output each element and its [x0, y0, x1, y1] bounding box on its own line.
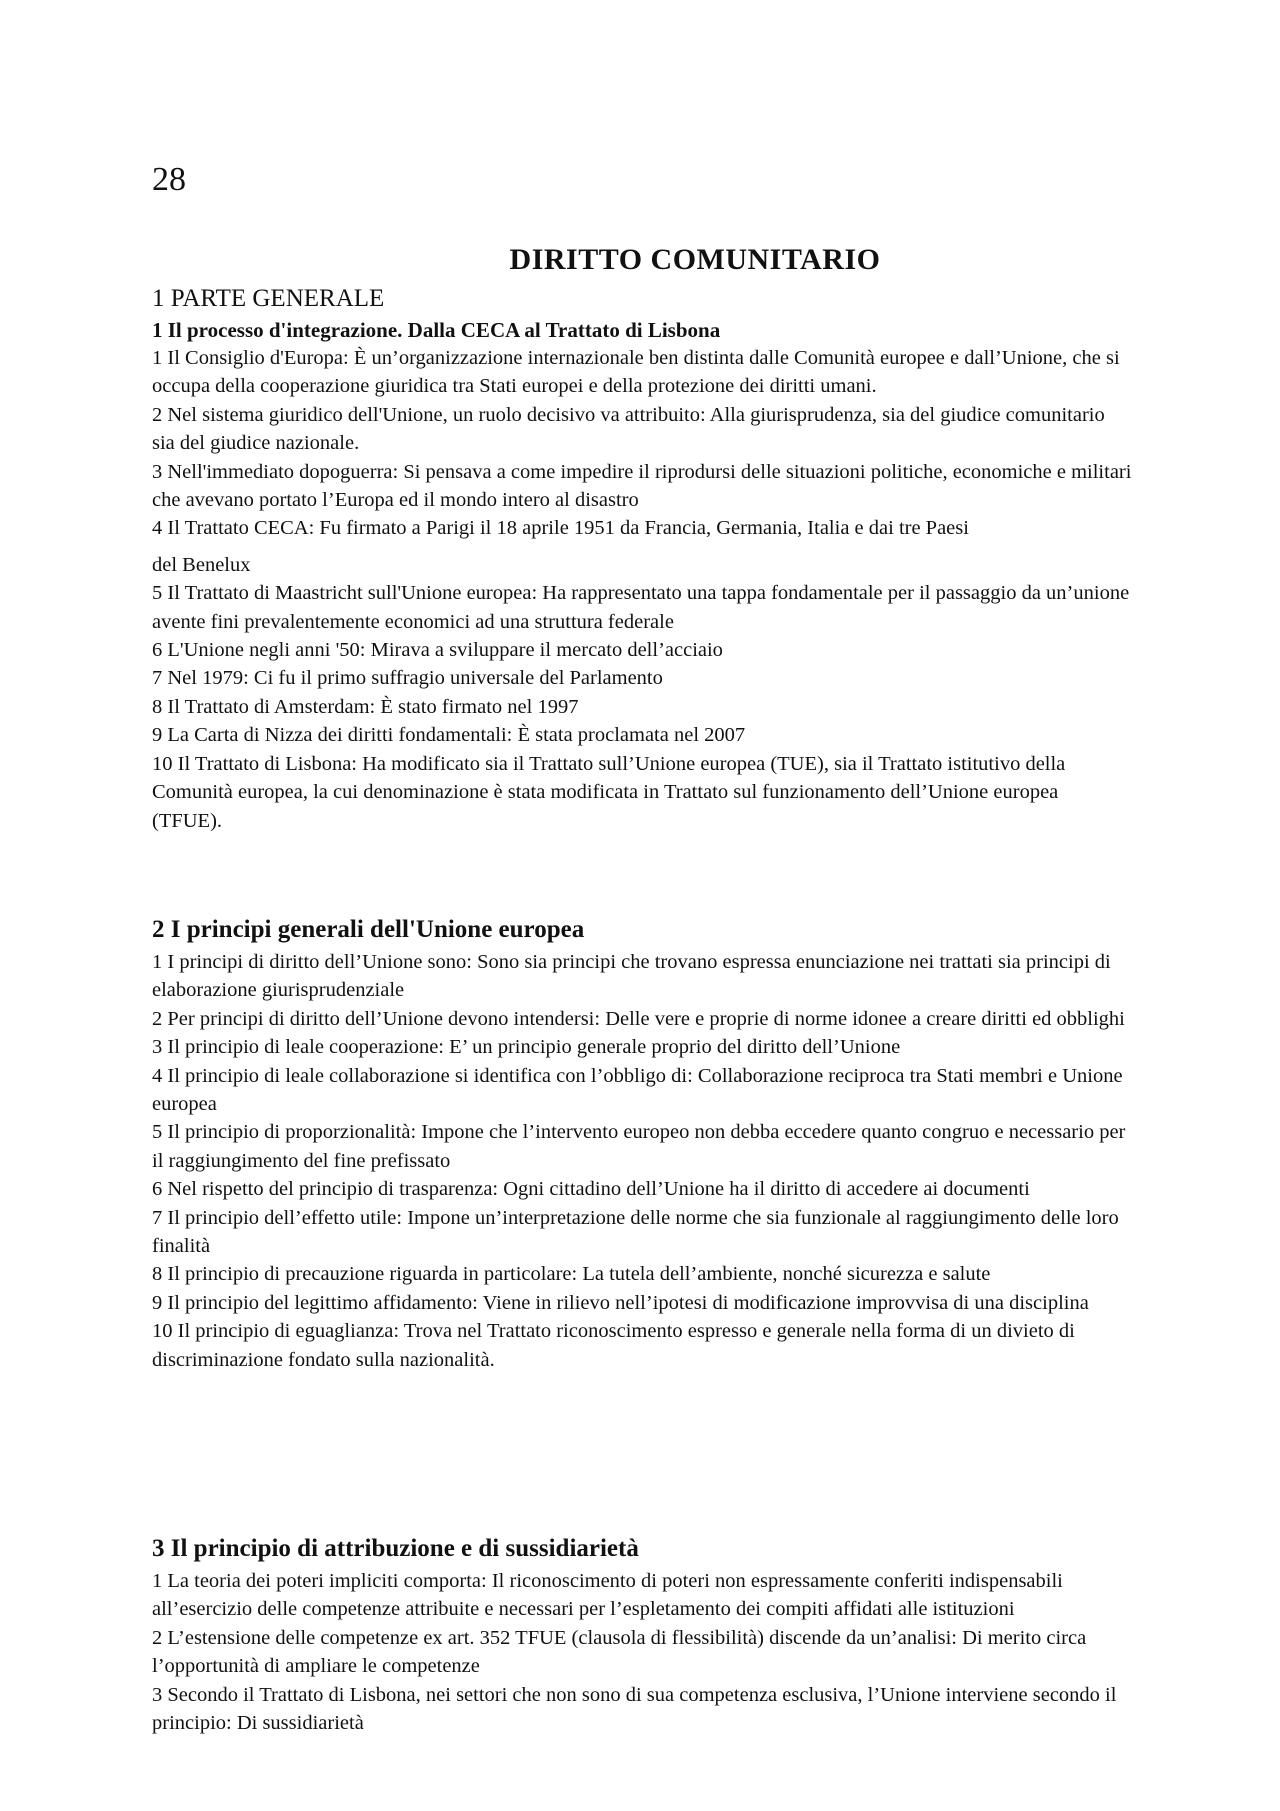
section-1	[152, 316, 1132, 835]
part-title: 1 PARTE GENERALE	[152, 285, 385, 312]
list-item: 5 Il principio di proporzionalità: Impone che l’intervento europeo non debba eccedere quanto congruo e necessario per il raggiungimento del fine prefissato	[152, 1121, 1126, 1172]
list-item: 6 Nel rispetto del principio di trasparenza: Ogni cittadino dell’Unione ha il diritto di accedere ai documenti	[152, 1178, 1030, 1201]
list-item: 1 I principi di diritto dell’Unione sono: Sono sia principi che trovano espressa enunciazione nei trattati sia principi di elaborazione giurisprudenziale	[152, 951, 1111, 1002]
section-heading: 1 Il processo d'integrazione. Dalla CECA al Trattato di Lisbona	[152, 318, 721, 342]
list-item: 9 La Carta di Nizza dei diritti fondamentali: È stata proclamata nel 2007	[152, 724, 746, 747]
list-item: 6 L'Unione negli anni '50: Mirava a sviluppare il mercato dell’acciaio	[152, 639, 723, 662]
list-item: 2 L’estensione delle competenze ex art. 352 TFUE (clausola di flessibilità) discende da un’analisi: Di merito circa l’opportunità di ampliare le competenze	[152, 1626, 1087, 1678]
list-item: 5 Il Trattato di Maastricht sull'Unione europea: Ha rappresentato una tappa fondamentale per il passaggio da un’unione avente fini prevalentemente economici ad una struttura federale	[152, 582, 1130, 633]
document-title: DIRITTO COMUNITARIO	[509, 243, 881, 276]
list-item: 4 Il principio di leale collaborazione si identifica con l’obbligo di: Collaborazione reciproca tra Stati membri e Unione europea	[152, 1064, 1123, 1116]
list-item: 3 Il principio di leale cooperazione: E’ un principio generale proprio del diritto dell’Unione	[152, 1036, 901, 1059]
list-item: 9 Il principio del legittimo affidamento: Viene in rilievo nell’ipotesi di modificazione improvvisa di una disciplina	[152, 1291, 1089, 1314]
list-item: 3 Nell'immediato dopoguerra: Si pensava a come impedire il riprodursi delle situazioni politiche, economiche e militari che avevano portato l’Europa ed il mondo intero al disastro	[152, 460, 1132, 512]
list-item: 4 Il Trattato CECA: Fu firmato a Parigi il 18 aprile 1951 da Francia, Germania, Italia e dai tre Paesi	[152, 517, 969, 540]
list-item: 1 Il Consiglio d'Europa: È un’organizzazione internazionale ben distinta dalle Comunità europee e dall’Unione, che si occupa della cooperazione giuridica tra Stati europei e della protezione dei diritti umani.	[152, 347, 1120, 398]
list-item: 10 Il principio di eguaglianza: Trova nel Trattato riconoscimento espresso e generale nella forma di un divieto di discriminazione fondato sulla nazionalità.	[152, 1320, 1075, 1371]
list-item: 1 La teoria dei poteri impliciti comporta: Il riconoscimento di poteri non espressamente conferiti indispensabili all’esercizio delle competenze attribuite e necessari per l’espletamento dei compiti affidati alle istituzioni	[152, 1570, 1063, 1621]
list-item: 7 Nel 1979: Ci fu il primo suffragio universale del Parlamento	[152, 667, 663, 690]
list-item: 2 Nel sistema giuridico dell'Unione, un ruolo decisivo va attribuito: Alla giurisprudenza, sia del giudice comunitario sia del giudice nazionale.	[152, 403, 1105, 455]
section-2	[152, 914, 1132, 1374]
list-item: 10 Il Trattato di Lisbona: Ha modificato sia il Trattato sull’Unione europea (TUE), sia il Trattato istitutivo della Comunità europea, la cui denominazione è stata modificata in Trattato sul funzionamento dell’Unione europea (TFUE).	[152, 752, 1066, 832]
list-item: 3 Secondo il Trattato di Lisbona, nei settori che non sono di sua competenza esclusiva, l’Unione interviene secondo il principio: Di sussidiarietà	[152, 1683, 1117, 1735]
page-number: 28	[152, 161, 186, 198]
list-item: 8 Il Trattato di Amsterdam: È stato firmato nel 1997	[152, 695, 579, 718]
section-heading: 2 I principi generali dell'Unione europea	[152, 916, 585, 943]
section-3	[152, 1533, 1132, 1737]
section-heading: 3 Il principio di attribuzione e di sussidiarietà	[152, 1535, 639, 1562]
list-item: 7 Il principio dell’effetto utile: Impone un’interpretazione delle norme che sia funzionale al raggiungimento delle loro finalità	[152, 1206, 1119, 1258]
list-item: 2 Per principi di diritto dell’Unione devono intendersi: Delle vere e proprie di norme idonee a creare diritti ed obblighi	[152, 1007, 1125, 1030]
list-item: del Benelux	[152, 553, 251, 576]
list-item: 8 Il principio di precauzione riguarda in particolare: La tutela dell’ambiente, nonché sicurezza e salute	[152, 1263, 991, 1286]
